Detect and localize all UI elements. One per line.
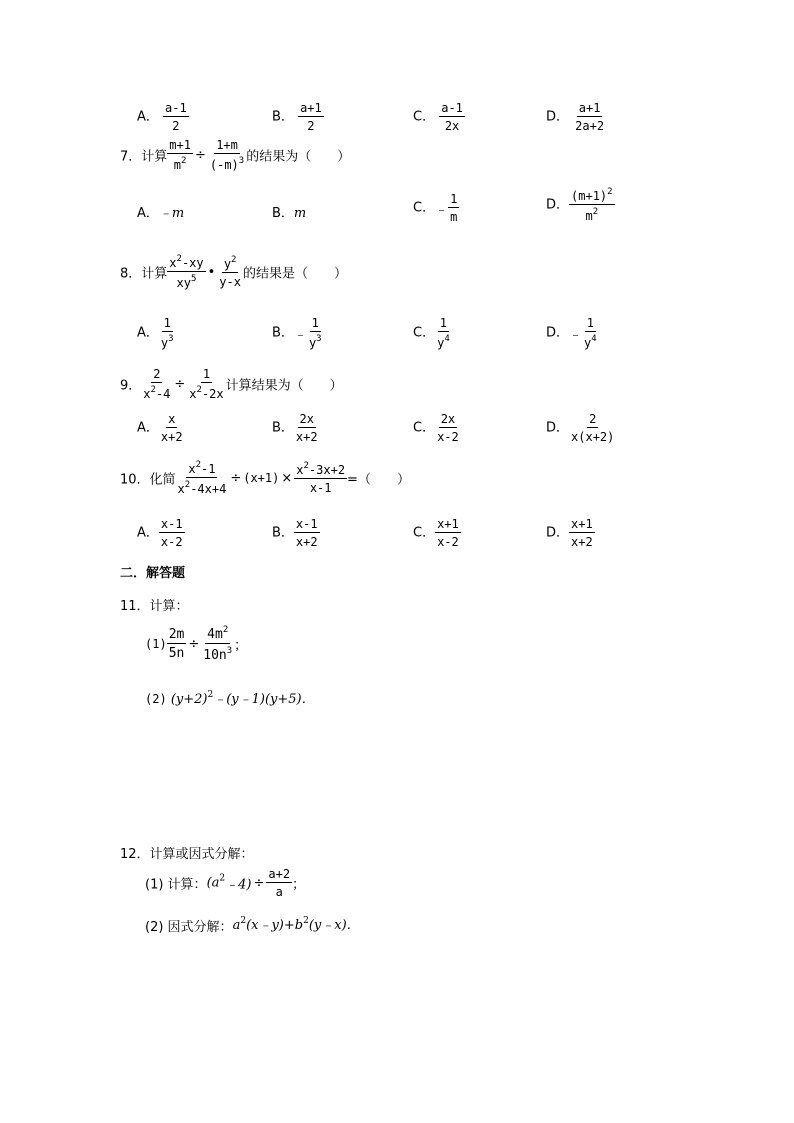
q8-option-c: C． $\frac{1}{y^4}$ <box>413 316 450 350</box>
divide-operator: ÷ <box>253 875 265 891</box>
question-11-part-2: (2) $(y+2)^2﹣(y﹣1)(y+5)$． <box>145 690 315 707</box>
fraction: $\frac{x^2-xy}{xy^5}$ <box>169 254 204 290</box>
fraction: $\frac{2m}{5n}$ <box>168 627 185 661</box>
fraction: $\frac{4m^2}{10n^3}$ <box>203 625 233 663</box>
question-number: 7．计算 <box>120 149 168 165</box>
fraction: $\frac{1}{x^2-2x}$ <box>189 367 224 401</box>
fraction: $\frac{x}{x+2}$ <box>160 412 183 444</box>
fraction: $\frac{1+m}{(-m)^3}$ <box>209 138 245 172</box>
q6-option-c <box>413 102 465 132</box>
option-label: A． <box>137 109 159 125</box>
divide-operator: ÷ <box>174 376 186 392</box>
q10-option-b: B． $\frac{x-1}{x+2}$ <box>272 517 318 549</box>
question-12-part-1: (1) 计算：$(a^2﹣4)$ ÷ $\frac{a+2}{a}$ ； <box>145 867 306 899</box>
q6-option-a <box>137 102 189 132</box>
q9-option-d: D． $\frac{2}{x(x+2)}$ <box>546 412 615 444</box>
fraction: $\frac{1}{m}$ <box>450 192 458 224</box>
fraction: $\frac{x+1}{x+2}$ <box>571 517 593 549</box>
question-number: 10．化简 <box>120 472 176 488</box>
q7-option-a: A．﹣m <box>137 206 185 221</box>
q9-option-a: A． $\frac{x}{x+2}$ <box>137 412 183 444</box>
question-suffix: =（ ） <box>347 472 410 488</box>
fraction: $\frac{1}{y^4}$ <box>584 316 597 350</box>
fraction: $\frac{a+1}{2a+2}$ <box>575 101 605 133</box>
fraction: $\frac{1}{y^3}$ <box>308 316 322 350</box>
question-number: 8．计算 <box>120 266 168 282</box>
question-number: 9． <box>120 378 142 394</box>
fraction: $\frac{2}{x^2-4}$ <box>143 367 171 401</box>
multiply-operator: × <box>281 470 293 486</box>
fraction: $\frac{a+2}{a}$ <box>268 867 291 899</box>
question-suffix: 计算结果为（ ） <box>225 378 343 394</box>
fraction: $\frac{2}{x(x+2)}$ <box>571 412 615 444</box>
fraction: $\frac{(m+1)^2}{m^2}$ <box>571 187 613 223</box>
q9-option-c: C． $\frac{2x}{x-2}$ <box>413 412 459 444</box>
fraction: $\frac{x^2-1}{x^2-4x+4}$ <box>177 460 227 496</box>
q10-option-c: C． $\frac{x+1}{x-2}$ <box>413 517 459 549</box>
q8-option-d: D．﹣ $\frac{1}{y^4}$ <box>546 316 597 350</box>
question-suffix: 的结果是（ ） <box>242 266 347 282</box>
option-label: C． <box>413 109 436 125</box>
fraction: $\frac{a-1}{2x}$ <box>441 101 463 133</box>
question-10-stem: 10．化简 $\frac{x^2-1}{x^2-4x+4}$ ÷ (x+1) × $\frac{x^2-3x+2}{x-1}$ =（ ） <box>120 460 410 496</box>
fraction: $\frac{2x}{x+2}$ <box>295 412 318 444</box>
section-title: 二．解答题 <box>120 566 186 581</box>
question-8-stem <box>120 255 347 289</box>
option-label: B． <box>272 109 294 125</box>
multiply-operator: • <box>207 264 216 280</box>
divide-operator: ÷ <box>188 636 200 652</box>
fraction: $\frac{a-1}{2}$ <box>165 101 187 133</box>
q7-option-b: B．m <box>272 206 307 221</box>
q10-option-d: D． $\frac{x+1}{x+2}$ <box>546 517 593 549</box>
fraction: $\frac{a+1}{2}$ <box>300 101 322 133</box>
fraction: $\frac{x-1}{x+2}$ <box>295 517 318 549</box>
fraction: $\frac{x^2-3x+2}{x-1}$ <box>296 461 346 495</box>
q10-option-a: A． $\frac{x-1}{x-2}$ <box>137 517 183 549</box>
q7-option-c: C．﹣ $\frac{1}{m}$ <box>413 192 458 224</box>
fraction: $\frac{2x}{x-2}$ <box>437 412 459 444</box>
divide-operator: ÷ <box>230 470 242 486</box>
fraction: $\frac{1}{y^3}$ <box>160 316 174 350</box>
fraction: $\frac{m+1}{m^2}$ <box>169 138 191 172</box>
fraction: $\frac{x+1}{x-2}$ <box>437 517 459 549</box>
q9-option-b: B． $\frac{2x}{x+2}$ <box>272 412 318 444</box>
divide-operator: ÷ <box>194 147 206 163</box>
question-7-stem <box>120 139 350 171</box>
q8-option-a: A． $\frac{1}{y^3}$ <box>137 316 174 350</box>
fraction: $\frac{y^2}{y-x}$ <box>219 255 241 289</box>
question-12-part-2: (2) 因式分解：$a^2(x﹣y)+b^2(y﹣x)$． <box>145 916 360 935</box>
q8-option-b: B．﹣ $\frac{1}{y^3}$ <box>272 316 322 350</box>
q6-option-b <box>272 102 324 132</box>
q6-option-d <box>546 102 606 132</box>
fraction: $\frac{x-1}{x-2}$ <box>160 517 183 549</box>
q7-option-d: D． $\frac{(m+1)^2}{m^2}$ <box>546 187 613 223</box>
question-9-stem <box>120 368 343 400</box>
question-11-title: 11．计算： <box>120 599 189 614</box>
question-suffix: 的结果为（ ） <box>246 149 351 165</box>
option-label: D． <box>546 109 570 125</box>
fraction: $\frac{1}{y^4}$ <box>437 316 450 350</box>
question-12-title: 12．计算或因式分解： <box>120 847 254 862</box>
question-11-part-1: (1) $\frac{2m}{5n}$ ÷ $\frac{4m^2}{10n^3}$ ； <box>145 625 248 663</box>
